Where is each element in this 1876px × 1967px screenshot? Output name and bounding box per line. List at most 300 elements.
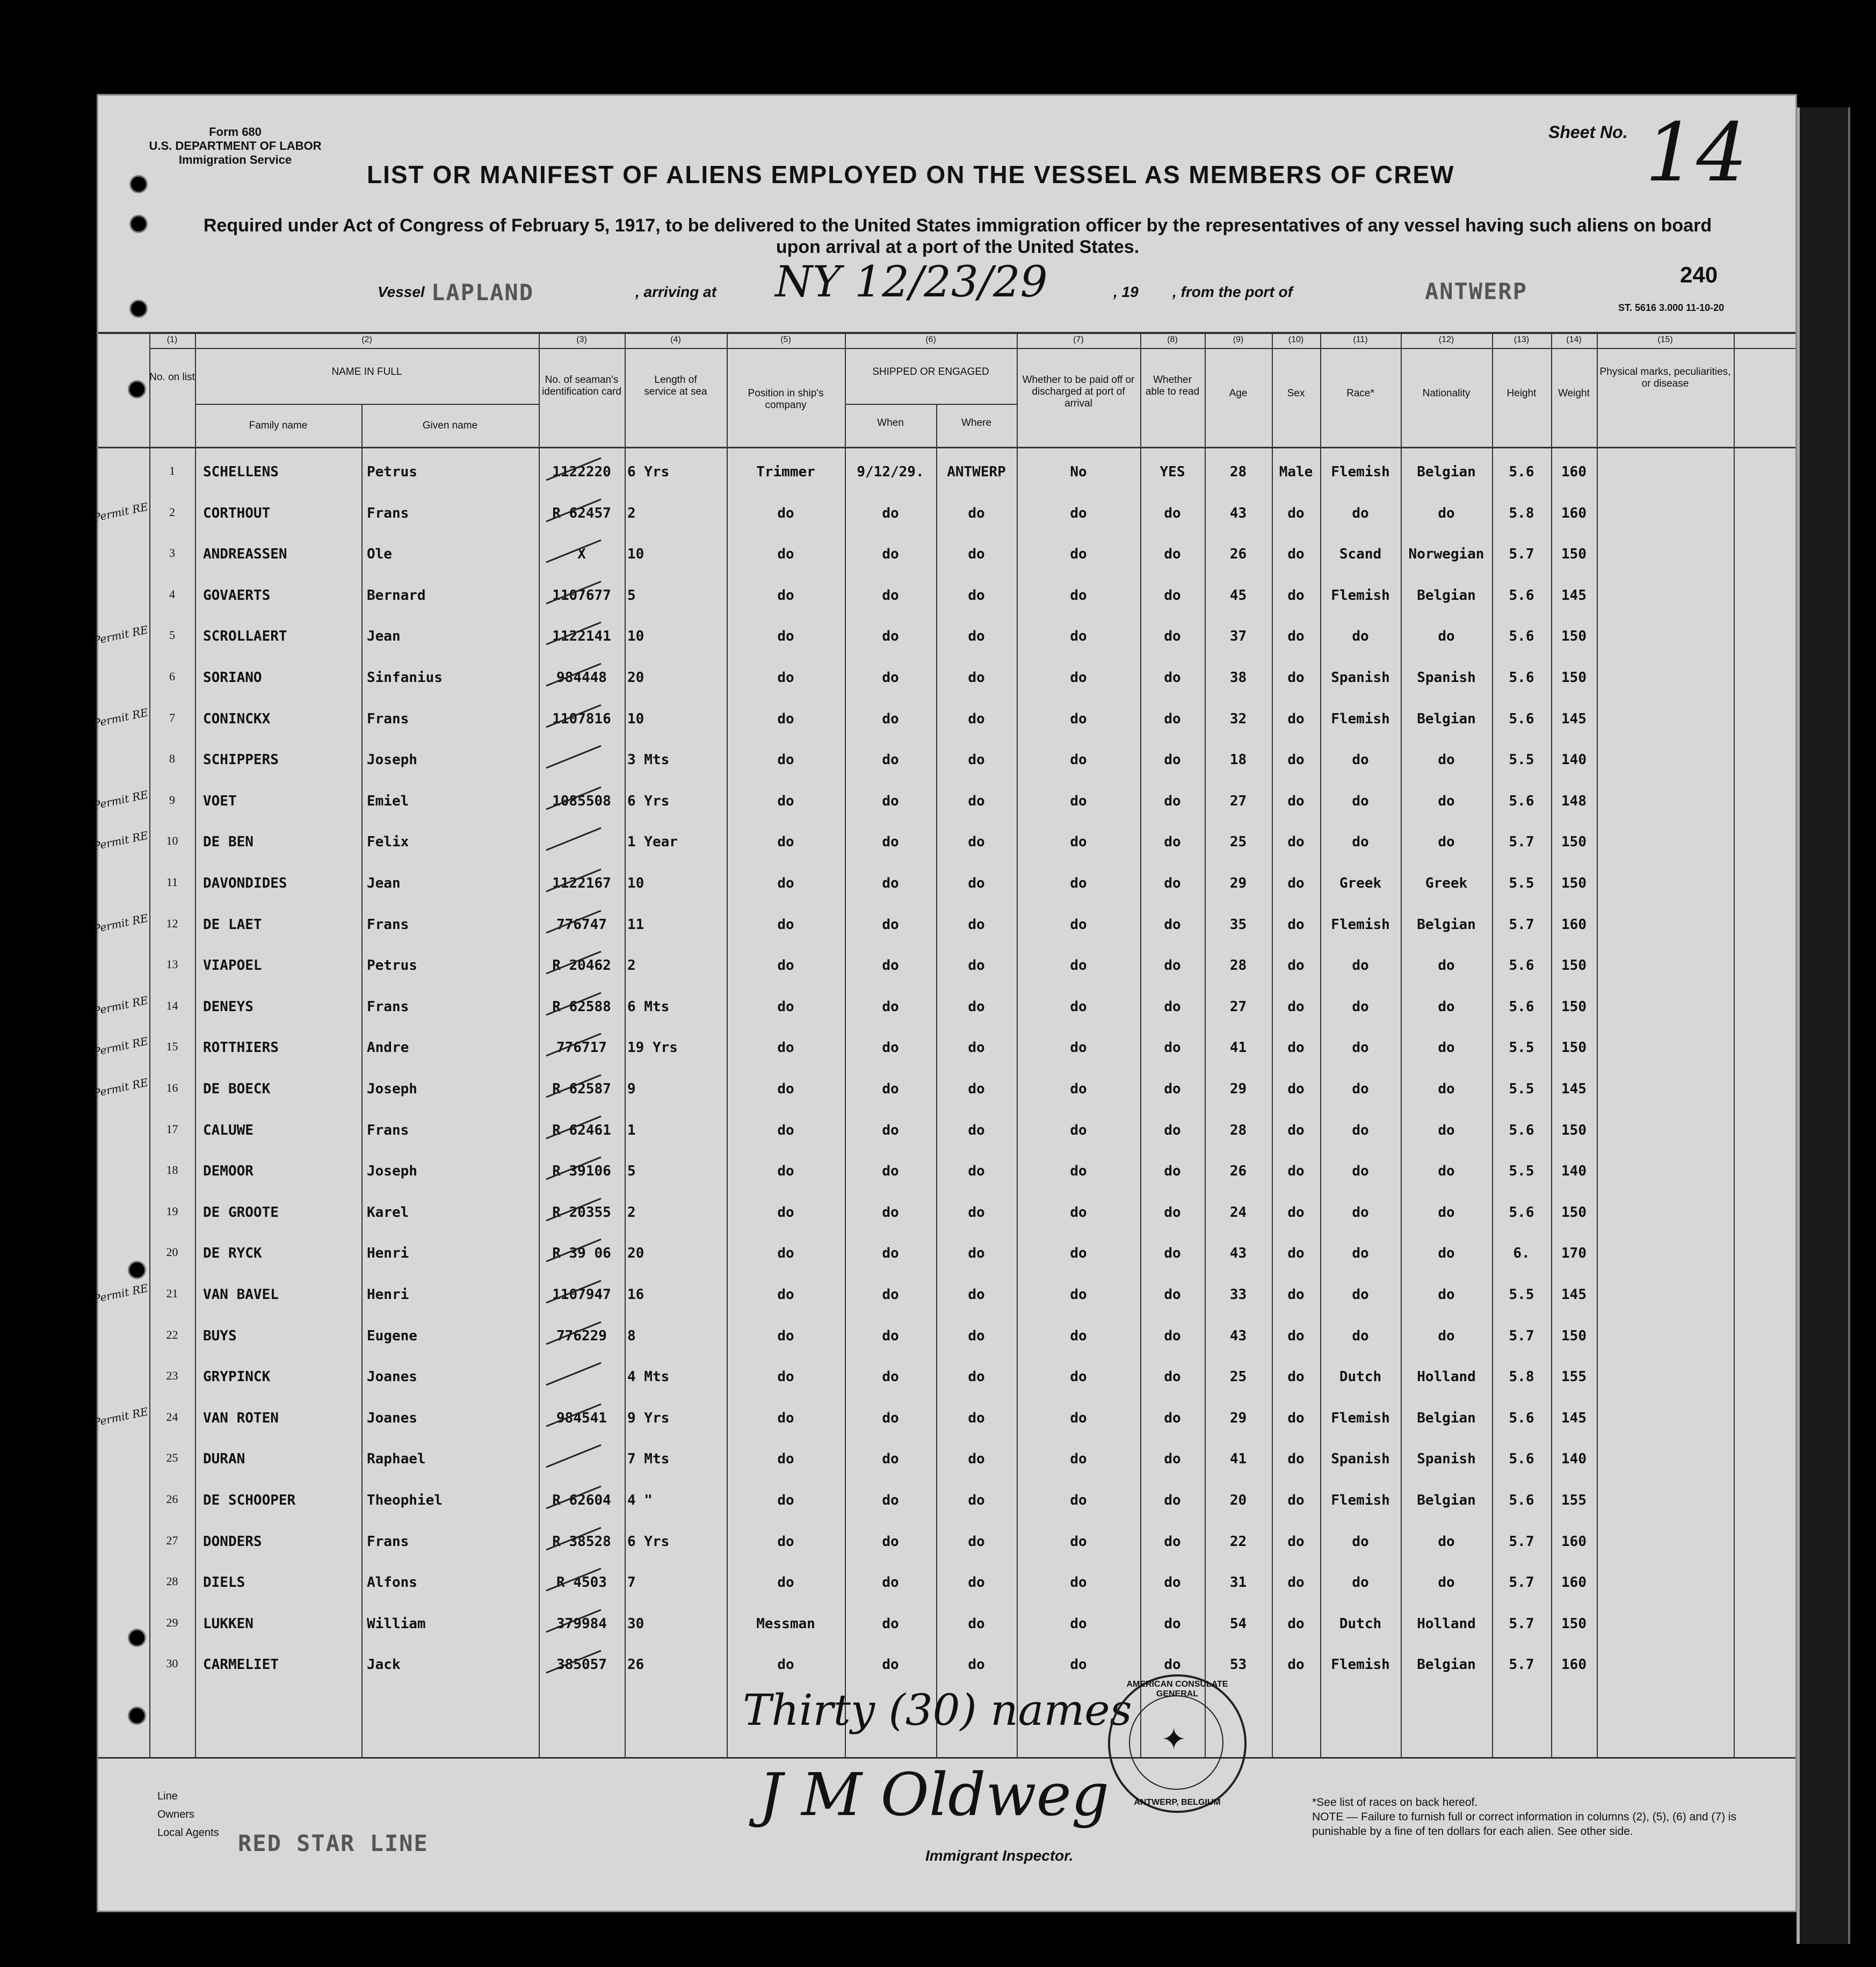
margin-note: Permit RE — [92, 1076, 149, 1100]
nationality: Belgian — [1417, 710, 1476, 727]
given-name: Frans — [367, 505, 409, 521]
height: 5.5 — [1509, 875, 1534, 891]
weight: 160 — [1561, 1574, 1587, 1591]
weight: 145 — [1561, 587, 1587, 604]
age: 53 — [1229, 1657, 1247, 1673]
able-read: do — [1164, 998, 1181, 1015]
nationality: do — [1438, 1163, 1455, 1180]
shipped-when: do — [882, 916, 899, 933]
ship-position: do — [777, 628, 794, 645]
shipped-when: do — [882, 1245, 899, 1262]
shipped-when: do — [882, 710, 899, 727]
height: 5.5 — [1509, 1081, 1534, 1097]
paid-off: do — [1070, 1574, 1087, 1591]
age: 35 — [1229, 916, 1247, 933]
service-length: 1 Year — [627, 834, 678, 851]
margin-note: Permit RE — [92, 1281, 149, 1306]
nationality: do — [1438, 1245, 1455, 1262]
service-length: 8 — [627, 1327, 636, 1344]
row-number: 8 — [169, 752, 175, 766]
race: do — [1352, 1204, 1369, 1221]
age: 41 — [1229, 1040, 1247, 1056]
paid-off: do — [1070, 875, 1087, 891]
given-name: Alfons — [367, 1574, 417, 1591]
nationality: Belgian — [1417, 1492, 1476, 1508]
height: 5.5 — [1509, 1040, 1534, 1056]
row-number: 20 — [166, 1245, 178, 1259]
shipped-where: do — [968, 1040, 985, 1056]
race: do — [1352, 1287, 1369, 1303]
shipped-where: do — [968, 710, 985, 727]
header-family-name: Family name — [249, 420, 308, 431]
service-length: 11 — [627, 916, 644, 933]
ship-position: do — [777, 1657, 794, 1673]
family-name: ANDREASSEN — [203, 546, 287, 563]
ship-position: do — [777, 710, 794, 727]
able-read: do — [1164, 1287, 1181, 1303]
family-name: DE GROOTE — [203, 1204, 279, 1221]
sex: do — [1287, 1163, 1305, 1180]
row-number: 24 — [166, 1410, 178, 1424]
family-name: SORIANO — [203, 670, 262, 686]
given-name: Jean — [367, 875, 401, 891]
height: 5.6 — [1509, 957, 1534, 974]
ship-position: do — [777, 1287, 794, 1303]
check-mark — [546, 1445, 601, 1468]
seaman-card: 1085508 — [552, 793, 611, 809]
paid-off: do — [1070, 1081, 1087, 1097]
given-name: Joanes — [367, 1369, 417, 1385]
nationality: do — [1438, 957, 1455, 974]
nationality: do — [1438, 1040, 1455, 1056]
race: do — [1352, 1245, 1369, 1262]
sex: do — [1287, 1040, 1305, 1056]
penalty-note: NOTE — Failure to furnish full or correct information in columns (2), (5), (6) and (7) is punishable by a fine of ten dollars for each alien. See other side. — [1312, 1811, 1737, 1838]
race: Scand — [1339, 546, 1382, 563]
weight: 145 — [1561, 1081, 1587, 1097]
weight: 150 — [1561, 998, 1587, 1015]
sex: do — [1287, 1533, 1305, 1550]
shipped-where: do — [968, 1657, 985, 1673]
paid-off: do — [1070, 1245, 1087, 1262]
sex: do — [1287, 1369, 1305, 1385]
height: 5.6 — [1509, 628, 1534, 645]
weight: 170 — [1561, 1245, 1587, 1262]
manifest-sheet — [92, 94, 1797, 1912]
height: 5.6 — [1509, 587, 1534, 604]
given-name: Frans — [367, 1533, 409, 1550]
race: do — [1352, 1533, 1369, 1550]
weight: 160 — [1561, 916, 1587, 933]
row-number: 7 — [169, 710, 175, 724]
paid-off: do — [1070, 1410, 1087, 1426]
ship-position: do — [777, 1122, 794, 1138]
weight: 140 — [1561, 752, 1587, 768]
port-value: ANTWERP — [1425, 278, 1528, 304]
seaman-card: R 20462 — [552, 957, 611, 974]
service-length: 5 — [627, 587, 636, 604]
given-name: Frans — [367, 710, 409, 727]
paid-off: do — [1070, 1492, 1087, 1508]
ship-position: do — [777, 1533, 794, 1550]
service-length: 6 Yrs — [627, 793, 670, 809]
service-length: 6 Yrs — [627, 464, 670, 480]
shipped-where: do — [968, 628, 985, 645]
race: Dutch — [1339, 1369, 1382, 1385]
paid-off: do — [1070, 1615, 1087, 1632]
weight: 155 — [1561, 1492, 1587, 1508]
given-name: Henri — [367, 1287, 409, 1303]
seaman-card: R 38528 — [552, 1533, 611, 1550]
year-label: , 19 — [1113, 284, 1139, 300]
family-name: DURAN — [203, 1451, 245, 1468]
sex: do — [1287, 1574, 1305, 1591]
ship-position: do — [777, 1574, 794, 1591]
margin-note: Permit RE — [92, 993, 149, 1018]
paid-off: do — [1070, 752, 1087, 768]
service-length: 7 Mts — [627, 1451, 670, 1468]
punch-hole — [129, 175, 148, 193]
row-number: 6 — [169, 670, 175, 683]
owners-label: Owners — [157, 1809, 194, 1820]
row-number: 5 — [169, 628, 175, 642]
weight: 150 — [1561, 546, 1587, 563]
weight: 160 — [1561, 1657, 1587, 1673]
col-num-12: (12) — [1438, 335, 1454, 344]
nationality: do — [1438, 1122, 1455, 1138]
thirty-names-note: Thirty (30) names — [743, 1685, 1132, 1735]
family-name: GOVAERTS — [203, 587, 271, 604]
given-name: Karel — [367, 1204, 409, 1221]
given-name: Felix — [367, 834, 409, 851]
able-read: do — [1164, 1410, 1181, 1426]
page-number: 240 — [1680, 262, 1718, 287]
seal-top-text: AMERICAN CONSULATE GENERAL — [1126, 1680, 1228, 1699]
family-name: DE RYCK — [203, 1245, 262, 1262]
age: 29 — [1229, 875, 1247, 891]
ship-position: do — [777, 957, 794, 974]
weight: 148 — [1561, 793, 1587, 809]
sex: do — [1287, 1081, 1305, 1097]
given-name: Raphael — [367, 1451, 426, 1468]
age: 29 — [1229, 1410, 1247, 1426]
paid-off: do — [1070, 1451, 1087, 1468]
arriving-value: NY 12/23/29 — [775, 257, 1048, 307]
race-note: *See list of races on back hereof. — [1312, 1796, 1478, 1809]
shipped-when: do — [882, 1204, 899, 1221]
col-num-14: (14) — [1566, 335, 1582, 344]
shipped-when: do — [882, 505, 899, 521]
ship-position: do — [777, 1081, 794, 1097]
given-name: Ole — [367, 546, 392, 563]
row-number: 26 — [166, 1492, 178, 1506]
header-position: Position in ship's company — [748, 388, 824, 411]
shipped-where: do — [968, 793, 985, 809]
seaman-card: R 62588 — [552, 998, 611, 1015]
table-row — [92, 493, 1795, 534]
header-able-read: Whether able to read — [1145, 374, 1200, 397]
age: 45 — [1229, 587, 1247, 604]
shipped-when: do — [882, 546, 899, 563]
paid-off: do — [1070, 628, 1087, 645]
able-read: do — [1164, 710, 1181, 727]
family-name: CONINCKX — [203, 710, 271, 727]
shipped-where: do — [968, 1327, 985, 1344]
check-mark — [546, 1362, 601, 1386]
table-row — [98, 1316, 1795, 1357]
shipped-where: do — [968, 1492, 985, 1508]
race: Flemish — [1331, 1492, 1390, 1508]
paid-off: do — [1070, 793, 1087, 809]
shipped-where: do — [968, 834, 985, 851]
weight: 140 — [1561, 1163, 1587, 1180]
red-star-line-stamp: RED STAR LINE — [238, 1830, 429, 1856]
height: 5.6 — [1509, 464, 1534, 480]
row-number: 28 — [166, 1574, 178, 1588]
row-number: 13 — [166, 957, 178, 971]
shipped-where: do — [968, 1533, 985, 1550]
header-paid-off: Whether to be paid off or discharged at port of arrival — [1022, 374, 1135, 409]
service-length: 10 — [627, 875, 644, 891]
service-length: 30 — [627, 1615, 644, 1632]
header-race: Race* — [1346, 388, 1374, 399]
service-length: 1 — [627, 1122, 636, 1138]
age: 20 — [1229, 1492, 1247, 1508]
col-num-11: (11) — [1353, 335, 1368, 344]
race: Flemish — [1331, 916, 1390, 933]
nationality: Belgian — [1417, 587, 1476, 604]
height: 5.7 — [1509, 1533, 1534, 1550]
family-name: SCHELLENS — [203, 464, 279, 480]
shipped-when: do — [882, 1492, 899, 1508]
given-name: Henri — [367, 1245, 409, 1262]
row-number: 17 — [166, 1122, 178, 1136]
margin-note: Permit RE — [92, 705, 149, 730]
margin-note: Permit RE — [92, 499, 149, 524]
row-number: 21 — [166, 1287, 178, 1300]
seaman-card: R 62604 — [552, 1492, 611, 1508]
row-number: 12 — [166, 916, 178, 930]
consulate-seal — [1108, 1674, 1247, 1813]
margin-note: Permit RE — [92, 1405, 149, 1429]
shipped-when: do — [882, 1327, 899, 1344]
ship-position: do — [777, 998, 794, 1015]
shipped-where: do — [968, 1615, 985, 1632]
vessel-value: LAPLAND — [431, 279, 534, 306]
given-name: Andre — [367, 1040, 409, 1056]
shipped-where: do — [968, 1574, 985, 1591]
able-read: do — [1164, 1615, 1181, 1632]
check-mark — [546, 828, 601, 851]
seaman-card: 1107677 — [552, 587, 611, 604]
department: U.S. DEPARTMENT OF LABOR — [149, 139, 322, 153]
header-name-in-full: NAME IN FULL — [331, 366, 402, 378]
ship-position: do — [777, 875, 794, 891]
table-row — [92, 1398, 1795, 1439]
family-name: GRYPINCK — [203, 1369, 271, 1385]
paid-off: do — [1070, 587, 1087, 604]
sex: do — [1287, 1327, 1305, 1344]
weight: 150 — [1561, 957, 1587, 974]
inspector-label: Immigrant Inspector. — [925, 1847, 1074, 1864]
ship-position: do — [777, 1492, 794, 1508]
seaman-card: 1122167 — [552, 875, 611, 891]
shipped-where: do — [968, 957, 985, 974]
shipped-when: do — [882, 1410, 899, 1426]
shipped-when: 9/12/29. — [857, 464, 924, 480]
margin-note: Permit RE — [92, 911, 149, 935]
col-num-7: (7) — [1073, 335, 1084, 344]
race: do — [1352, 957, 1369, 974]
shipped-where: do — [968, 752, 985, 768]
table-row — [98, 1357, 1795, 1398]
height: 5.5 — [1509, 752, 1534, 768]
table-row — [98, 452, 1795, 493]
weight: 150 — [1561, 834, 1587, 851]
able-read: do — [1164, 1327, 1181, 1344]
form-identifier — [147, 125, 324, 167]
family-name: DAVONDIDES — [203, 875, 287, 891]
seaman-card: 776747 — [556, 916, 607, 933]
race: Flemish — [1331, 710, 1390, 727]
eagle-icon: ✦ — [1161, 1723, 1186, 1756]
shipped-when: do — [882, 1574, 899, 1591]
shipped-when: do — [882, 1657, 899, 1673]
height: 5.6 — [1509, 1410, 1534, 1426]
height: 5.8 — [1509, 505, 1534, 521]
able-read: do — [1164, 1204, 1181, 1221]
seal-bottom-text: ANTWERP, BELGIUM — [1134, 1798, 1221, 1807]
age: 28 — [1229, 957, 1247, 974]
nationality: do — [1438, 1533, 1455, 1550]
ship-position: Messman — [756, 1615, 815, 1632]
race: do — [1352, 505, 1369, 521]
height: 5.7 — [1509, 1327, 1534, 1344]
given-name: Frans — [367, 916, 409, 933]
sex: do — [1287, 1245, 1305, 1262]
punch-hole — [128, 380, 146, 398]
age: 32 — [1229, 710, 1247, 727]
ship-position: do — [777, 1163, 794, 1180]
line-label: Line — [157, 1790, 178, 1802]
able-read: do — [1164, 793, 1181, 809]
able-read: do — [1164, 1451, 1181, 1468]
sex: do — [1287, 875, 1305, 891]
paid-off: do — [1070, 1122, 1087, 1138]
given-name: Joseph — [367, 752, 417, 768]
given-name: Petrus — [367, 957, 417, 974]
shipped-where: do — [968, 546, 985, 563]
manifest-table — [92, 332, 1795, 1759]
shipped-where: do — [968, 1369, 985, 1385]
service-length: 10 — [627, 710, 644, 727]
height: 5.6 — [1509, 793, 1534, 809]
age: 38 — [1229, 670, 1247, 686]
service-length: 10 — [627, 628, 644, 645]
table-row — [98, 1522, 1795, 1563]
table-row — [98, 1110, 1795, 1151]
shipped-when: do — [882, 1081, 899, 1097]
service-length: 5 — [627, 1163, 636, 1180]
table-row — [92, 616, 1795, 657]
header-length-service: Length of service at sea — [644, 374, 707, 397]
sex: do — [1287, 793, 1305, 809]
row-number: 11 — [166, 875, 178, 889]
family-name: CALUWE — [203, 1122, 253, 1138]
seaman-card: 379984 — [556, 1615, 607, 1632]
weight: 150 — [1561, 1327, 1587, 1344]
sex: do — [1287, 1287, 1305, 1303]
shipped-where: do — [968, 1081, 985, 1097]
col-num-2: (2) — [361, 335, 372, 344]
nationality: Spanish — [1417, 1451, 1476, 1468]
paid-off: do — [1070, 1040, 1087, 1056]
shipped-where: do — [968, 916, 985, 933]
race: Flemish — [1331, 1410, 1390, 1426]
family-name: DEMOOR — [203, 1163, 253, 1180]
paid-off: do — [1070, 546, 1087, 563]
row-number: 23 — [166, 1369, 178, 1383]
family-name: ROTTHIERS — [203, 1040, 279, 1056]
nationality: Belgian — [1417, 1657, 1476, 1673]
page-edges — [1797, 107, 1850, 1944]
ship-position: do — [777, 1327, 794, 1344]
nationality: do — [1438, 505, 1455, 521]
shipped-when: do — [882, 793, 899, 809]
shipped-where: ANTWERP — [947, 464, 1006, 480]
family-name: BUYS — [203, 1327, 237, 1344]
seaman-card: R 39106 — [552, 1163, 611, 1180]
header-given-name: Given name — [422, 420, 478, 431]
sex: do — [1287, 1410, 1305, 1426]
paid-off: do — [1070, 710, 1087, 727]
col-num-4: (4) — [670, 335, 681, 344]
header-seaman-id: No. of seaman's identification card — [542, 374, 621, 397]
row-number: 30 — [166, 1657, 178, 1671]
row-number: 29 — [166, 1615, 178, 1629]
table-row — [98, 1193, 1795, 1233]
race: Dutch — [1339, 1615, 1382, 1632]
nationality: Holland — [1417, 1369, 1476, 1385]
row-number: 4 — [169, 587, 175, 601]
table-row — [92, 905, 1795, 946]
table-row — [98, 1604, 1795, 1645]
table-row — [98, 1439, 1795, 1480]
header-sex: Sex — [1287, 388, 1305, 399]
able-read: do — [1164, 670, 1181, 686]
race: do — [1352, 1040, 1369, 1056]
shipped-when: do — [882, 587, 899, 604]
sex: do — [1287, 1122, 1305, 1138]
footnote — [1312, 1795, 1752, 1839]
nationality: do — [1438, 1204, 1455, 1221]
paid-off: do — [1070, 1163, 1087, 1180]
margin-note: Permit RE — [92, 829, 149, 853]
table-row — [98, 740, 1795, 781]
able-read: do — [1164, 628, 1181, 645]
able-read: YES — [1160, 464, 1185, 480]
age: 28 — [1229, 1122, 1247, 1138]
shipped-when: do — [882, 998, 899, 1015]
ship-position: do — [777, 505, 794, 521]
height: 5.7 — [1509, 1657, 1534, 1673]
sex: do — [1287, 834, 1305, 851]
able-read: do — [1164, 546, 1181, 563]
service-length: 9 Yrs — [627, 1410, 670, 1426]
able-read: do — [1164, 752, 1181, 768]
shipped-when: do — [882, 1287, 899, 1303]
paid-off: do — [1070, 998, 1087, 1015]
